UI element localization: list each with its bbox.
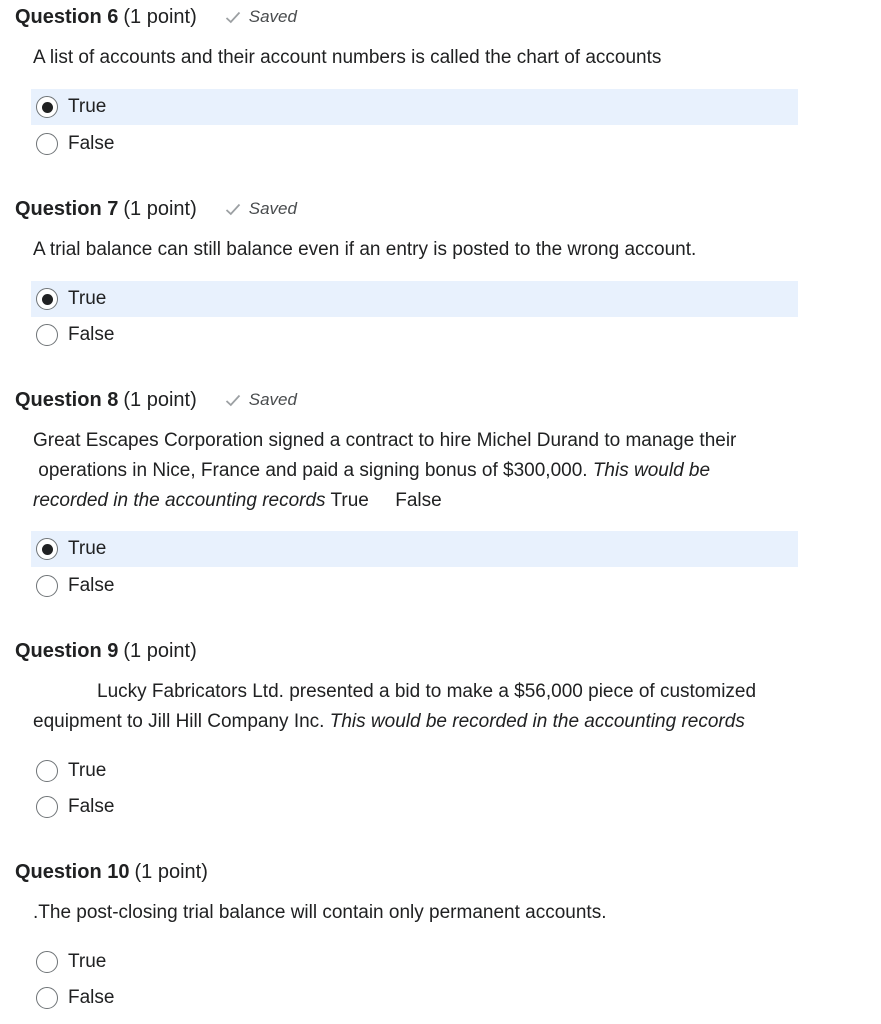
- option-true[interactable]: [31, 753, 798, 789]
- saved-status: [225, 199, 297, 219]
- option-label: True: [68, 538, 107, 559]
- question-text: [33, 235, 813, 265]
- option-false[interactable]: [31, 568, 798, 604]
- saved-label: Saved: [248, 390, 297, 409]
- option-label: False: [68, 324, 115, 345]
- question-text-emphasis: recorded in the accounting records: [33, 490, 326, 511]
- radio-button[interactable]: [36, 760, 58, 782]
- question-header: [15, 857, 208, 887]
- option-true[interactable]: [31, 531, 798, 567]
- question-text-line: Lucky Fabricators Ltd. presented a bid to make a $56,000 piece of customized: [97, 681, 757, 702]
- question-text-line: Great Escapes Corporation signed a contract to hire Michel Durand to manage their: [33, 430, 737, 451]
- question-text-line: [33, 486, 813, 516]
- option-true[interactable]: [31, 89, 798, 125]
- radio-selected-dot: [42, 544, 53, 555]
- question-points: (1 point): [123, 388, 197, 411]
- question-text-segment: operations in Nice, France and paid a signing bonus of $300,000.: [33, 460, 593, 481]
- question-text: [33, 677, 813, 737]
- question-header: [15, 194, 297, 224]
- question-text-emphasis: This would be: [592, 460, 711, 481]
- saved-status: [225, 390, 297, 410]
- radio-button[interactable]: [36, 951, 58, 973]
- question-text-segment: equipment to Jill Hill Company Inc.: [33, 711, 330, 732]
- question-text-line: [33, 456, 813, 486]
- saved-label: Saved: [248, 7, 297, 26]
- option-label: True: [68, 951, 107, 972]
- option-label: False: [68, 796, 115, 817]
- question-header: [15, 2, 297, 32]
- question-text: [33, 898, 813, 928]
- radio-button[interactable]: [36, 96, 58, 118]
- saved-label: Saved: [248, 199, 297, 218]
- saved-status: [225, 7, 297, 27]
- option-label: False: [68, 987, 115, 1008]
- question-text-emphasis: This would be recorded in the accounting records: [329, 711, 745, 732]
- option-true[interactable]: [31, 944, 798, 980]
- radio-button[interactable]: [36, 538, 58, 560]
- option-label: True: [68, 760, 107, 781]
- radio-selected-dot: [42, 294, 53, 305]
- option-label: True: [68, 96, 107, 117]
- question-text: [33, 426, 813, 516]
- option-false[interactable]: [31, 980, 798, 1016]
- question-text-line: A trial balance can still balance even if an entry is posted to the wrong account.: [33, 239, 697, 260]
- question-points: (1 point): [123, 197, 197, 220]
- checkmark-icon: [225, 203, 241, 216]
- option-false[interactable]: [31, 789, 798, 825]
- radio-button[interactable]: [36, 796, 58, 818]
- question-text-segment: True False: [325, 490, 442, 511]
- question-text: [33, 43, 813, 73]
- question-header: [15, 385, 297, 415]
- radio-button[interactable]: [36, 324, 58, 346]
- option-label: False: [68, 133, 115, 154]
- option-false[interactable]: [31, 126, 798, 162]
- question-text-line: .The post-closing trial balance will contain only permanent accounts.: [33, 902, 607, 923]
- question-title: Question 6: [15, 5, 119, 28]
- question-title: Question 9: [15, 639, 119, 662]
- question-points: (1 point): [123, 639, 197, 662]
- radio-button[interactable]: [36, 987, 58, 1009]
- radio-selected-dot: [42, 102, 53, 113]
- question-title: Question 10: [15, 860, 130, 883]
- question-text-line: [33, 707, 813, 737]
- checkmark-icon: [225, 394, 241, 407]
- radio-button[interactable]: [36, 288, 58, 310]
- option-false[interactable]: [31, 317, 798, 353]
- question-header: [15, 636, 197, 666]
- option-label: False: [68, 575, 115, 596]
- radio-button[interactable]: [36, 575, 58, 597]
- option-label: True: [68, 288, 107, 309]
- question-title: Question 7: [15, 197, 119, 220]
- option-true[interactable]: [31, 281, 798, 317]
- question-points: (1 point): [134, 860, 208, 883]
- question-text-line: A list of accounts and their account numbers is called the chart of accounts: [33, 47, 662, 68]
- question-points: (1 point): [123, 5, 197, 28]
- question-title: Question 8: [15, 388, 119, 411]
- radio-button[interactable]: [36, 133, 58, 155]
- checkmark-icon: [225, 11, 241, 24]
